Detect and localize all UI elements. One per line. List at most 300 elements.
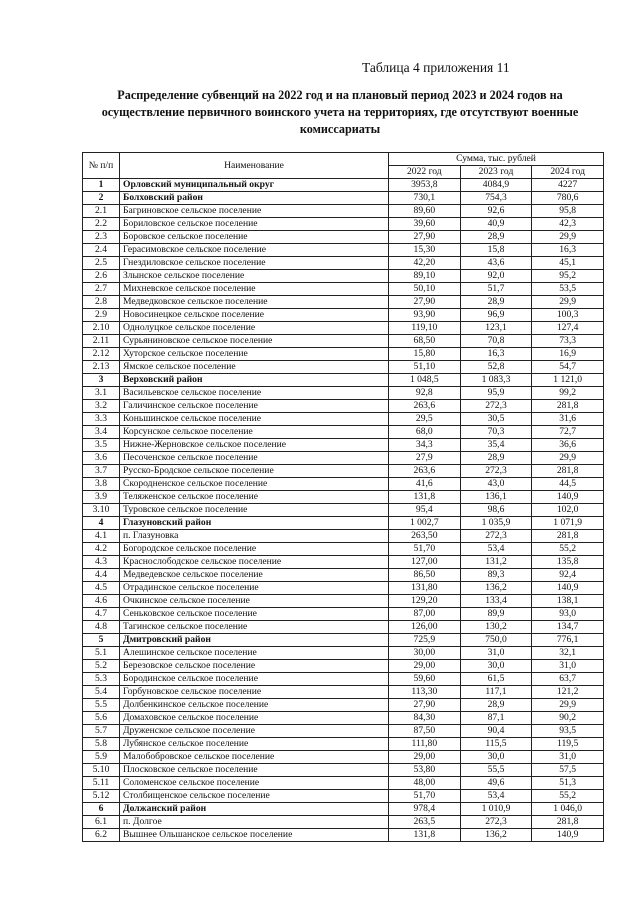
row-name: Горбуновское сельское поселение xyxy=(120,686,389,699)
table-row xyxy=(83,829,604,842)
row-name: Однолуцкое сельское поселение xyxy=(120,322,389,335)
row-value-2024: 55,2 xyxy=(532,790,604,803)
table-row xyxy=(83,465,604,478)
row-value-2024: 135,8 xyxy=(532,556,604,569)
row-value-2022: 263,5 xyxy=(389,816,461,829)
row-value-2023: 28,9 xyxy=(460,699,532,712)
row-value-2022: 725,9 xyxy=(389,634,461,647)
row-name: Березовское сельское поселение xyxy=(120,660,389,673)
row-value-2024: 32,1 xyxy=(532,647,604,660)
table-row xyxy=(83,205,604,218)
row-number: 3.8 xyxy=(83,478,120,491)
row-value-2022: 27,90 xyxy=(389,296,461,309)
row-number: 5.10 xyxy=(83,764,120,777)
row-number: 3.7 xyxy=(83,465,120,478)
row-name: Орловский муниципальный округ xyxy=(120,179,389,192)
row-value-2022: 84,30 xyxy=(389,712,461,725)
row-value-2022: 263,50 xyxy=(389,530,461,543)
table-row xyxy=(83,517,604,530)
table-row xyxy=(83,803,604,816)
row-number: 3.5 xyxy=(83,439,120,452)
row-number: 2.5 xyxy=(83,257,120,270)
row-name: Вышнее Ольшанское сельское поселение xyxy=(120,829,389,842)
row-value-2022: 92,8 xyxy=(389,387,461,400)
row-value-2024: 29,9 xyxy=(532,452,604,465)
row-value-2024: 42,3 xyxy=(532,218,604,231)
row-value-2022: 68,0 xyxy=(389,426,461,439)
row-value-2022: 27,90 xyxy=(389,231,461,244)
row-number: 6.2 xyxy=(83,829,120,842)
header-year-2024: 2024 год xyxy=(532,166,604,179)
row-value-2022: 89,60 xyxy=(389,205,461,218)
row-value-2022: 89,10 xyxy=(389,270,461,283)
table-row xyxy=(83,491,604,504)
row-number: 3.3 xyxy=(83,413,120,426)
row-value-2024: 63,7 xyxy=(532,673,604,686)
row-value-2023: 133,4 xyxy=(460,595,532,608)
row-value-2024: 90,2 xyxy=(532,712,604,725)
table-row xyxy=(83,231,604,244)
row-value-2024: 16,9 xyxy=(532,348,604,361)
row-number: 2.8 xyxy=(83,296,120,309)
row-value-2022: 51,70 xyxy=(389,543,461,556)
row-number: 2.3 xyxy=(83,231,120,244)
row-value-2024: 140,9 xyxy=(532,491,604,504)
row-value-2023: 16,3 xyxy=(460,348,532,361)
row-name: Бородинское сельское поселение xyxy=(120,673,389,686)
row-value-2022: 87,50 xyxy=(389,725,461,738)
row-value-2023: 53,4 xyxy=(460,790,532,803)
row-value-2024: 72,7 xyxy=(532,426,604,439)
table-body xyxy=(83,179,604,842)
table-row xyxy=(83,439,604,452)
row-value-2024: 134,7 xyxy=(532,621,604,634)
row-number: 2.12 xyxy=(83,348,120,361)
row-name: Долбенкинское сельское поселение xyxy=(120,699,389,712)
row-value-2023: 92,0 xyxy=(460,270,532,283)
row-name: Дмитровский район xyxy=(120,634,389,647)
row-value-2022: 87,00 xyxy=(389,608,461,621)
row-number: 3.4 xyxy=(83,426,120,439)
row-number: 5.1 xyxy=(83,647,120,660)
table-row xyxy=(83,634,604,647)
row-name: Песоченское сельское поселение xyxy=(120,452,389,465)
row-number: 4 xyxy=(83,517,120,530)
row-value-2023: 136,1 xyxy=(460,491,532,504)
row-value-2024: 281,8 xyxy=(532,530,604,543)
row-name: Отрадинское сельское поселение xyxy=(120,582,389,595)
row-value-2023: 1 083,3 xyxy=(460,374,532,387)
row-number: 4.2 xyxy=(83,543,120,556)
row-value-2022: 263,6 xyxy=(389,465,461,478)
subsidy-table xyxy=(82,152,604,842)
row-number: 6.1 xyxy=(83,816,120,829)
row-value-2022: 51,10 xyxy=(389,361,461,374)
table-row xyxy=(83,712,604,725)
row-value-2022: 48,00 xyxy=(389,777,461,790)
row-value-2023: 92,6 xyxy=(460,205,532,218)
row-value-2024: 1 071,9 xyxy=(532,517,604,530)
row-number: 2.13 xyxy=(83,361,120,374)
row-value-2024: 127,4 xyxy=(532,322,604,335)
row-number: 5.7 xyxy=(83,725,120,738)
row-value-2023: 51,7 xyxy=(460,283,532,296)
row-name: Плосковское сельское поселение xyxy=(120,764,389,777)
table-row xyxy=(83,543,604,556)
table-row xyxy=(83,556,604,569)
row-number: 2.7 xyxy=(83,283,120,296)
row-value-2023: 1 035,9 xyxy=(460,517,532,530)
row-number: 5.5 xyxy=(83,699,120,712)
row-name: Нижне-Жерновское сельское поселение xyxy=(120,439,389,452)
row-name: Соломенское сельское поселение xyxy=(120,777,389,790)
row-name: п. Глазуновка xyxy=(120,530,389,543)
row-value-2022: 113,30 xyxy=(389,686,461,699)
row-name: Скородненское сельское поселение xyxy=(120,478,389,491)
table-row xyxy=(83,283,604,296)
row-value-2023: 131,2 xyxy=(460,556,532,569)
row-value-2024: 100,3 xyxy=(532,309,604,322)
table-row xyxy=(83,192,604,205)
row-value-2023: 61,5 xyxy=(460,673,532,686)
row-value-2022: 29,00 xyxy=(389,751,461,764)
row-value-2022: 15,80 xyxy=(389,348,461,361)
row-value-2022: 131,8 xyxy=(389,829,461,842)
row-number: 4.8 xyxy=(83,621,120,634)
row-name: Герасимовское сельское поселение xyxy=(120,244,389,257)
table-row xyxy=(83,400,604,413)
row-value-2022: 39,60 xyxy=(389,218,461,231)
row-value-2022: 95,4 xyxy=(389,504,461,517)
row-value-2022: 131,80 xyxy=(389,582,461,595)
row-name: Русско-Бродское сельское поселение xyxy=(120,465,389,478)
row-value-2023: 87,1 xyxy=(460,712,532,725)
row-number: 4.6 xyxy=(83,595,120,608)
row-name: Медведковское сельское поселение xyxy=(120,296,389,309)
row-value-2022: 41,6 xyxy=(389,478,461,491)
row-name: Столбищенское сельское поселение xyxy=(120,790,389,803)
row-value-2023: 30,0 xyxy=(460,660,532,673)
row-value-2024: 31,0 xyxy=(532,751,604,764)
document-title: Распределение субвенций на 2022 год и на плановый период 2023 и 2024 годов на осуществление первичного воинского учета на территориях, где отсутствуют военные комиссариаты xyxy=(101,88,579,136)
row-name: Алешинское сельское поселение xyxy=(120,647,389,660)
row-number: 4.1 xyxy=(83,530,120,543)
row-value-2024: 780,6 xyxy=(532,192,604,205)
row-number: 4.7 xyxy=(83,608,120,621)
row-value-2022: 53,80 xyxy=(389,764,461,777)
row-name: Домаховское сельское поселение xyxy=(120,712,389,725)
header-sum: Сумма, тыс. рублей xyxy=(389,153,604,166)
row-value-2024: 57,5 xyxy=(532,764,604,777)
row-value-2022: 730,1 xyxy=(389,192,461,205)
row-value-2024: 44,5 xyxy=(532,478,604,491)
table-row xyxy=(83,608,604,621)
row-value-2024: 31,6 xyxy=(532,413,604,426)
table-row xyxy=(83,387,604,400)
row-number: 2.6 xyxy=(83,270,120,283)
table-row xyxy=(83,322,604,335)
row-value-2022: 27,90 xyxy=(389,699,461,712)
row-name: Сурьяниновское сельское поселение xyxy=(120,335,389,348)
row-number: 6 xyxy=(83,803,120,816)
row-value-2022: 15,30 xyxy=(389,244,461,257)
table-row xyxy=(83,790,604,803)
row-value-2023: 136,2 xyxy=(460,582,532,595)
row-number: 5.2 xyxy=(83,660,120,673)
row-value-2023: 30,5 xyxy=(460,413,532,426)
row-value-2023: 754,3 xyxy=(460,192,532,205)
row-value-2023: 43,6 xyxy=(460,257,532,270)
row-value-2022: 111,80 xyxy=(389,738,461,751)
row-value-2024: 119,5 xyxy=(532,738,604,751)
row-number: 5.12 xyxy=(83,790,120,803)
row-number: 4.5 xyxy=(83,582,120,595)
row-name: Новосинецкое сельское поселение xyxy=(120,309,389,322)
table-row xyxy=(83,621,604,634)
row-name: Михневское сельское поселение xyxy=(120,283,389,296)
row-name: Коньшинское сельское поселение xyxy=(120,413,389,426)
row-name: Гнездиловское сельское поселение xyxy=(120,257,389,270)
row-number: 3.9 xyxy=(83,491,120,504)
row-value-2022: 86,50 xyxy=(389,569,461,582)
row-name: Очкинское сельское поселение xyxy=(120,595,389,608)
row-value-2024: 29,9 xyxy=(532,296,604,309)
row-value-2023: 28,9 xyxy=(460,452,532,465)
row-name: Васильевское сельское поселение xyxy=(120,387,389,400)
table-row xyxy=(83,218,604,231)
table-row xyxy=(83,374,604,387)
row-value-2024: 99,2 xyxy=(532,387,604,400)
row-value-2024: 29,9 xyxy=(532,231,604,244)
row-number: 5 xyxy=(83,634,120,647)
row-value-2023: 115,5 xyxy=(460,738,532,751)
row-value-2023: 4084,9 xyxy=(460,179,532,192)
row-value-2024: 140,9 xyxy=(532,582,604,595)
row-value-2023: 31,0 xyxy=(460,647,532,660)
row-value-2023: 117,1 xyxy=(460,686,532,699)
row-value-2024: 51,3 xyxy=(532,777,604,790)
table-row xyxy=(83,660,604,673)
row-value-2023: 89,9 xyxy=(460,608,532,621)
row-value-2024: 93,5 xyxy=(532,725,604,738)
row-value-2023: 90,4 xyxy=(460,725,532,738)
row-value-2023: 89,3 xyxy=(460,569,532,582)
table-row xyxy=(83,413,604,426)
table-row xyxy=(83,582,604,595)
row-value-2022: 27,9 xyxy=(389,452,461,465)
row-value-2022: 1 002,7 xyxy=(389,517,461,530)
table-row xyxy=(83,244,604,257)
row-value-2023: 49,6 xyxy=(460,777,532,790)
row-name: Боровское сельское поселение xyxy=(120,231,389,244)
row-name: Богородское сельское поселение xyxy=(120,543,389,556)
table-row xyxy=(83,673,604,686)
row-name: Теляженское сельское поселение xyxy=(120,491,389,504)
row-number: 5.9 xyxy=(83,751,120,764)
row-name: Малобобровское сельское поселение xyxy=(120,751,389,764)
row-value-2023: 70,8 xyxy=(460,335,532,348)
row-value-2022: 30,00 xyxy=(389,647,461,660)
row-name: Должанский район xyxy=(120,803,389,816)
row-value-2024: 73,3 xyxy=(532,335,604,348)
row-number: 2.9 xyxy=(83,309,120,322)
table-row xyxy=(83,348,604,361)
table-row xyxy=(83,686,604,699)
table-row xyxy=(83,699,604,712)
row-number: 3.6 xyxy=(83,452,120,465)
row-name: Сеньковское сельское поселение xyxy=(120,608,389,621)
row-value-2024: 1 121,0 xyxy=(532,374,604,387)
row-name: Ямское сельское поселение xyxy=(120,361,389,374)
table-row xyxy=(83,751,604,764)
row-value-2023: 28,9 xyxy=(460,296,532,309)
row-value-2022: 1 048,5 xyxy=(389,374,461,387)
row-value-2024: 16,3 xyxy=(532,244,604,257)
table-row xyxy=(83,270,604,283)
table-row xyxy=(83,361,604,374)
row-number: 2.2 xyxy=(83,218,120,231)
row-number: 3.10 xyxy=(83,504,120,517)
row-number: 2.4 xyxy=(83,244,120,257)
row-name: Бориловское сельское поселение xyxy=(120,218,389,231)
row-value-2023: 136,2 xyxy=(460,829,532,842)
row-value-2022: 50,10 xyxy=(389,283,461,296)
row-number: 3.1 xyxy=(83,387,120,400)
header-num: № п/п xyxy=(83,153,120,179)
row-value-2024: 36,6 xyxy=(532,439,604,452)
row-name: Туровское сельское поселение xyxy=(120,504,389,517)
row-name: Корсунское сельское поселение xyxy=(120,426,389,439)
row-value-2023: 53,4 xyxy=(460,543,532,556)
row-value-2024: 53,5 xyxy=(532,283,604,296)
table-row xyxy=(83,647,604,660)
table-row xyxy=(83,296,604,309)
table-row xyxy=(83,452,604,465)
table-row xyxy=(83,569,604,582)
table-row xyxy=(83,738,604,751)
row-value-2024: 102,0 xyxy=(532,504,604,517)
row-value-2024: 31,0 xyxy=(532,660,604,673)
row-name: Верховский район xyxy=(120,374,389,387)
row-value-2024: 95,2 xyxy=(532,270,604,283)
row-number: 5.3 xyxy=(83,673,120,686)
row-number: 5.4 xyxy=(83,686,120,699)
row-value-2024: 776,1 xyxy=(532,634,604,647)
row-number: 2.11 xyxy=(83,335,120,348)
row-value-2024: 45,1 xyxy=(532,257,604,270)
row-value-2024: 93,0 xyxy=(532,608,604,621)
row-value-2023: 35,4 xyxy=(460,439,532,452)
row-value-2022: 93,90 xyxy=(389,309,461,322)
table-row xyxy=(83,309,604,322)
row-value-2023: 30,0 xyxy=(460,751,532,764)
table-row xyxy=(83,335,604,348)
table-row xyxy=(83,595,604,608)
row-value-2022: 29,5 xyxy=(389,413,461,426)
row-number: 4.4 xyxy=(83,569,120,582)
header-year-2022: 2022 год xyxy=(389,166,461,179)
row-number: 5.11 xyxy=(83,777,120,790)
row-value-2022: 263,6 xyxy=(389,400,461,413)
row-value-2023: 750,0 xyxy=(460,634,532,647)
row-value-2023: 70,3 xyxy=(460,426,532,439)
row-value-2023: 123,1 xyxy=(460,322,532,335)
row-value-2024: 121,2 xyxy=(532,686,604,699)
row-value-2022: 68,50 xyxy=(389,335,461,348)
row-value-2023: 28,9 xyxy=(460,231,532,244)
row-value-2023: 96,9 xyxy=(460,309,532,322)
row-value-2024: 281,8 xyxy=(532,816,604,829)
row-value-2024: 281,8 xyxy=(532,400,604,413)
row-number: 3 xyxy=(83,374,120,387)
row-name: Хуторское сельское поселение xyxy=(120,348,389,361)
row-number: 4.3 xyxy=(83,556,120,569)
row-number: 5.6 xyxy=(83,712,120,725)
row-name: п. Долгое xyxy=(120,816,389,829)
table-caption: Таблица 4 приложения 11 xyxy=(362,60,510,75)
row-value-2024: 92,4 xyxy=(532,569,604,582)
row-name: Багриновское сельское поселение xyxy=(120,205,389,218)
row-value-2023: 130,2 xyxy=(460,621,532,634)
row-value-2024: 54,7 xyxy=(532,361,604,374)
table-row xyxy=(83,777,604,790)
row-name: Злынское сельское поселение xyxy=(120,270,389,283)
row-value-2022: 3953,8 xyxy=(389,179,461,192)
row-value-2022: 978,4 xyxy=(389,803,461,816)
row-value-2024: 281,8 xyxy=(532,465,604,478)
row-value-2023: 43,0 xyxy=(460,478,532,491)
row-value-2024: 55,2 xyxy=(532,543,604,556)
row-name: Медведевское сельское поселение xyxy=(120,569,389,582)
row-value-2022: 29,00 xyxy=(389,660,461,673)
row-value-2022: 42,20 xyxy=(389,257,461,270)
row-name: Краснослободское сельское поселение xyxy=(120,556,389,569)
row-value-2023: 272,3 xyxy=(460,400,532,413)
row-value-2022: 34,3 xyxy=(389,439,461,452)
table-row xyxy=(83,478,604,491)
row-value-2022: 119,10 xyxy=(389,322,461,335)
row-value-2024: 1 046,0 xyxy=(532,803,604,816)
row-number: 2.1 xyxy=(83,205,120,218)
table-row xyxy=(83,725,604,738)
row-value-2024: 140,9 xyxy=(532,829,604,842)
row-value-2023: 272,3 xyxy=(460,530,532,543)
row-value-2023: 40,9 xyxy=(460,218,532,231)
row-value-2023: 52,8 xyxy=(460,361,532,374)
row-value-2024: 29,9 xyxy=(532,699,604,712)
row-name: Глазуновский район xyxy=(120,517,389,530)
row-number: 3.2 xyxy=(83,400,120,413)
row-value-2022: 51,70 xyxy=(389,790,461,803)
table-row xyxy=(83,764,604,777)
row-number: 1 xyxy=(83,179,120,192)
row-value-2022: 129,20 xyxy=(389,595,461,608)
header-year-2023: 2023 год xyxy=(460,166,532,179)
table-row xyxy=(83,179,604,192)
header-name: Наименование xyxy=(120,153,389,179)
row-number: 2 xyxy=(83,192,120,205)
table-row xyxy=(83,504,604,517)
row-number: 5.8 xyxy=(83,738,120,751)
row-value-2023: 1 010,9 xyxy=(460,803,532,816)
row-value-2023: 95,9 xyxy=(460,387,532,400)
row-value-2023: 15,8 xyxy=(460,244,532,257)
row-value-2022: 127,00 xyxy=(389,556,461,569)
row-value-2024: 95,8 xyxy=(532,205,604,218)
table-row xyxy=(83,816,604,829)
row-name: Лубянское сельское поселение xyxy=(120,738,389,751)
row-value-2024: 4227 xyxy=(532,179,604,192)
